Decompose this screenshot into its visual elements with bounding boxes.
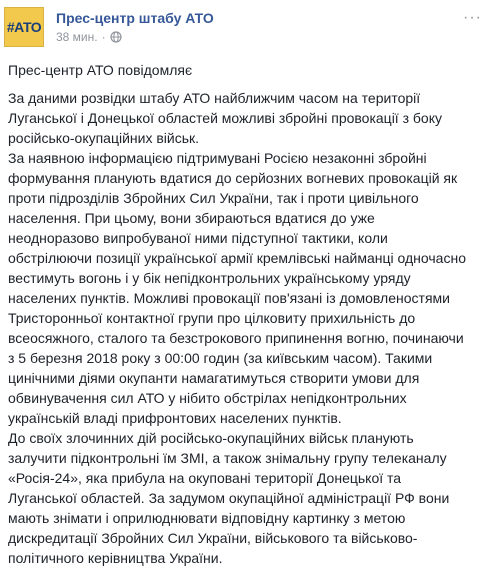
post-body <box>8 48 488 568</box>
post-paragraph-3: До своїх злочинних дій російсько-окупаційних військ планують залучити підконтрольні їм ЗМІ, а також знімальну групу телеканалу «Росія-24», яка прибула на окуповані території Донецької та Луганської областей. За задумом окупаційної адміністрації РФ вони мають знімати і оприлюднювати відповідну картинку з метою дискредитації Збройних Сил України, військового та військово- політичного керівництва України. <box>8 430 450 566</box>
page-name-link[interactable]: Прес-центр штабу АТО <box>56 10 214 26</box>
meta-separator: · <box>101 30 106 44</box>
more-options-icon[interactable]: ··· <box>463 9 482 26</box>
post-paragraph-2: За наявною інформацією підтримувані Росією незаконні збройні формування планують вдатися до серйозних вогневих провокацій як проти підрозділів Збройних Сил України, так і проти цивільного населення. При цьому, вони збираються вдатися до уже неодноразово випробуваної ними підступної тактики, коли обстрілюючи позиції української армії кремлівські найманці одночасно вестимуть вогонь і у бік непідконтрольних українському уряду населених пунктів. Можливі провокації пов'язані із домовленостями Тристоронньої контактної групи про цілковиту прихильність до всеосяжного, сталого та безстрокового припинення вогню, починаючи з 5 березня 2018 року з 00:00 годин (за київським часом). Такими цинічними діями окупанти намагатимуться створити умови для обвинувачення сил АТО у нібито обстрілах непідконтрольних українській владі прифронтових населених пунктів. <box>8 150 466 426</box>
globe-icon <box>110 31 122 43</box>
post-meta <box>56 30 122 44</box>
post-paragraph-1: За даними розвідки штабу АТО найближчим часом на території Луганської і Донецької областей можливі збройні провокації з боку російсько-окупаційних військ. <box>8 90 442 146</box>
avatar[interactable]: #АТО <box>4 7 44 47</box>
post-time[interactable]: 38 мин. <box>56 30 98 44</box>
post-intro: Прес-центр АТО повідомляє <box>8 62 193 78</box>
